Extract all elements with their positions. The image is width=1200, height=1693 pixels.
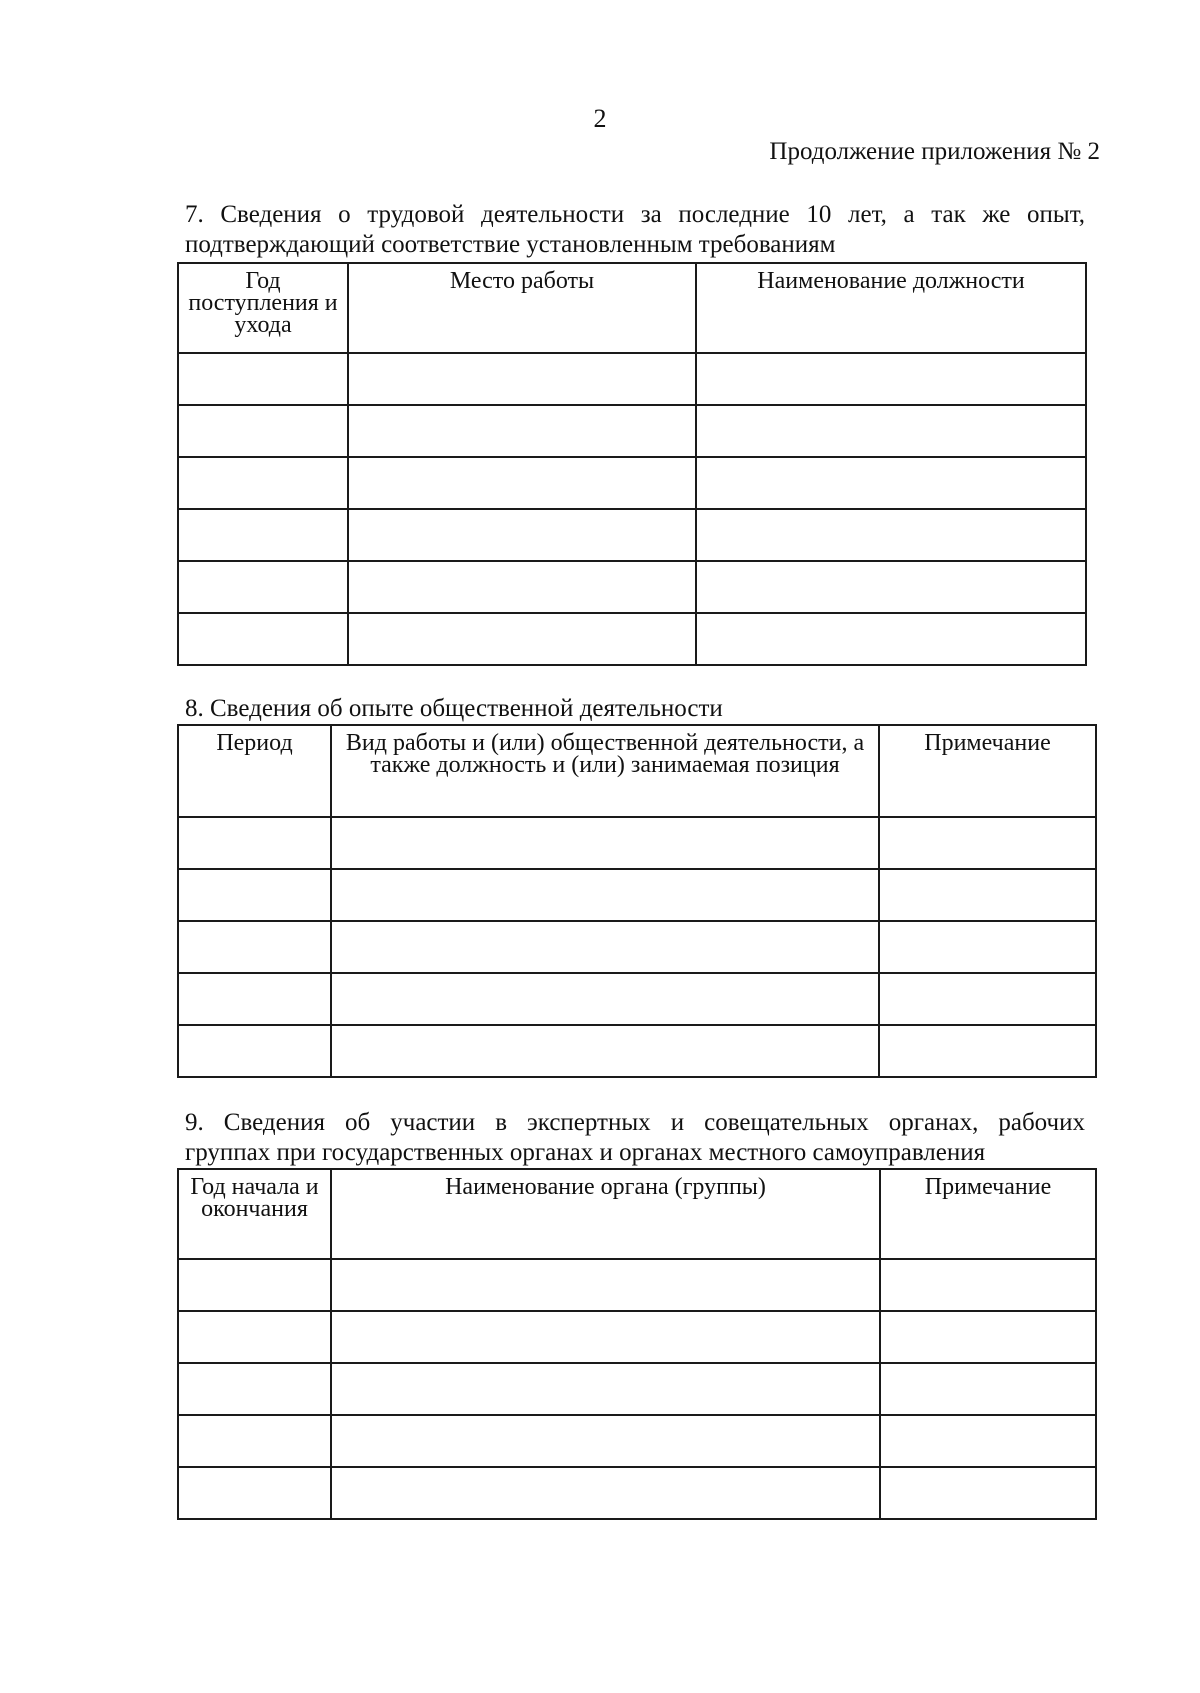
empty-cell <box>696 561 1086 613</box>
empty-cell <box>331 1363 880 1415</box>
table-row <box>178 921 1096 973</box>
table-row <box>178 613 1086 665</box>
section-9-table <box>177 1168 1097 1520</box>
empty-cell <box>696 405 1086 457</box>
empty-cell <box>331 973 879 1025</box>
section-9-title-line-2: группах при государственных органах и органах местного самоуправления <box>185 1139 986 1166</box>
empty-cell <box>879 869 1096 921</box>
empty-cell <box>178 1259 331 1311</box>
table-row <box>178 1467 1096 1519</box>
column-header-workplace: Место работы <box>348 263 696 353</box>
empty-cell <box>331 921 879 973</box>
section-8-table <box>177 724 1097 1078</box>
empty-cell <box>178 457 348 509</box>
table-row <box>178 561 1086 613</box>
empty-cell <box>696 457 1086 509</box>
empty-cell <box>880 1311 1096 1363</box>
table-row <box>178 973 1096 1025</box>
table-row <box>178 869 1096 921</box>
empty-cell <box>879 1025 1096 1077</box>
section-9-title-line-1: 9. Сведения об участии в экспертных и совещательных органах, рабочих <box>185 1109 1085 1136</box>
empty-cell <box>178 973 331 1025</box>
empty-cell <box>178 1311 331 1363</box>
empty-cell <box>696 353 1086 405</box>
column-header-position: Наименование должности <box>696 263 1086 353</box>
empty-cell <box>331 1415 880 1467</box>
empty-cell <box>178 613 348 665</box>
table-row <box>178 1311 1096 1363</box>
empty-cell <box>331 869 879 921</box>
empty-cell <box>178 1467 331 1519</box>
empty-cell <box>348 405 696 457</box>
table-header-row <box>178 263 1086 353</box>
empty-cell <box>331 1025 879 1077</box>
empty-cell <box>178 1025 331 1077</box>
empty-cell <box>178 405 348 457</box>
empty-cell <box>348 561 696 613</box>
empty-cell <box>696 509 1086 561</box>
section-8-title: 8. Сведения об опыте общественной деятельности <box>185 695 723 722</box>
empty-cell <box>178 869 331 921</box>
empty-cell <box>178 561 348 613</box>
empty-cell <box>348 613 696 665</box>
appendix-continuation-note: Продолжение приложения № 2 <box>769 138 1100 165</box>
empty-cell <box>879 921 1096 973</box>
column-header-years: Год поступления и ухода <box>178 263 348 353</box>
column-header-note: Примечание <box>880 1169 1096 1259</box>
table-row <box>178 1415 1096 1467</box>
empty-cell <box>331 1467 880 1519</box>
empty-cell <box>348 353 696 405</box>
table-row <box>178 1025 1096 1077</box>
empty-cell <box>880 1363 1096 1415</box>
table-row <box>178 353 1086 405</box>
table-row <box>178 1259 1096 1311</box>
empty-cell <box>178 353 348 405</box>
table-row <box>178 457 1086 509</box>
table-row <box>178 405 1086 457</box>
empty-cell <box>178 1415 331 1467</box>
section-7-title-line-2: подтверждающий соответствие установленным требованиям <box>185 231 836 258</box>
empty-cell <box>178 1363 331 1415</box>
column-header-note: Примечание <box>879 725 1096 817</box>
empty-cell <box>879 817 1096 869</box>
empty-cell <box>331 817 879 869</box>
empty-cell <box>178 921 331 973</box>
table-row <box>178 817 1096 869</box>
table-row <box>178 1363 1096 1415</box>
page-number: 2 <box>593 104 607 133</box>
empty-cell <box>880 1259 1096 1311</box>
table-header-row <box>178 725 1096 817</box>
empty-cell <box>696 613 1086 665</box>
empty-cell <box>178 509 348 561</box>
empty-cell <box>178 817 331 869</box>
empty-cell <box>348 457 696 509</box>
column-header-activity-type: Вид работы и (или) общественной деятельности, а также должность и (или) занимаемая позиция <box>331 725 879 817</box>
column-header-years: Год начала и окончания <box>178 1169 331 1259</box>
table-row <box>178 509 1086 561</box>
section-7-table <box>177 262 1087 666</box>
empty-cell <box>348 509 696 561</box>
column-header-body-name: Наименование органа (группы) <box>331 1169 880 1259</box>
table-header-row <box>178 1169 1096 1259</box>
empty-cell <box>880 1415 1096 1467</box>
empty-cell <box>331 1311 880 1363</box>
column-header-period: Период <box>178 725 331 817</box>
empty-cell <box>331 1259 880 1311</box>
empty-cell <box>880 1467 1096 1519</box>
section-7-title-line-1: 7. Сведения о трудовой деятельности за последние 10 лет, а так же опыт, <box>185 201 1085 228</box>
empty-cell <box>879 973 1096 1025</box>
